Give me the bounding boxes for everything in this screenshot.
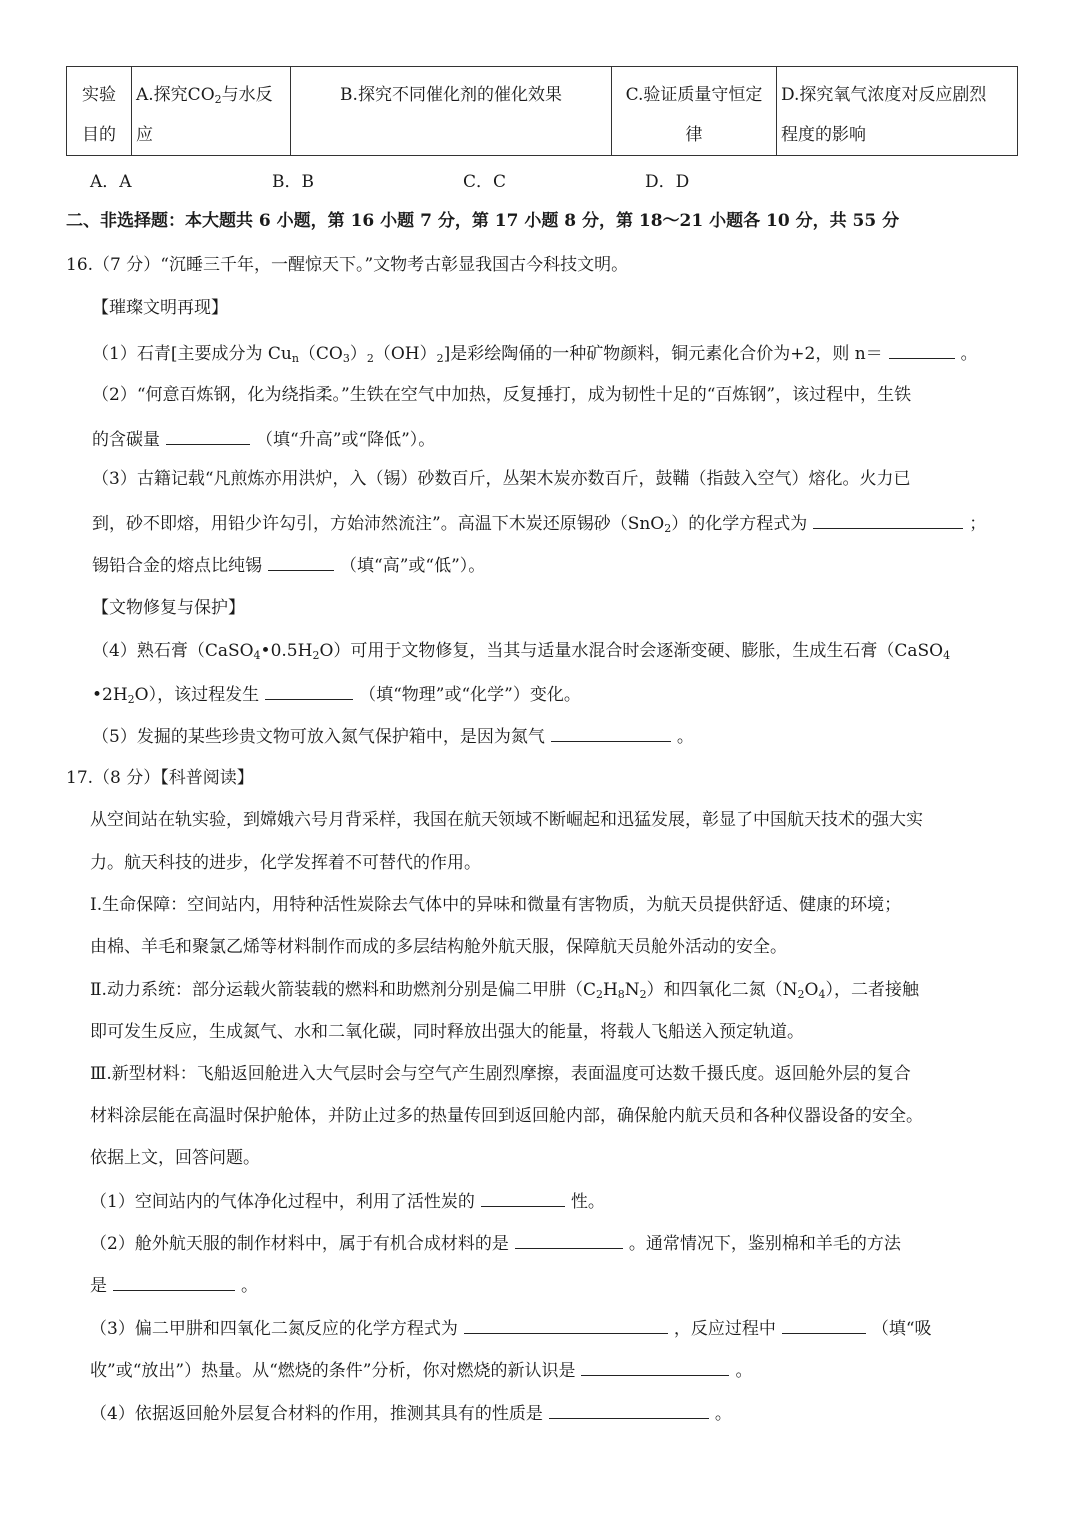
answer-blank[interactable] bbox=[481, 1188, 565, 1207]
q17-reading-7: Ⅲ.新型材料：飞船返回舱进入大气层时会与空气产生剧烈摩擦，表面温度可达数千摄氏度。返回舱外层的复合 bbox=[90, 1064, 911, 1084]
q16-part4-cont: $•2H_2O$），该过程发生 （填“物理”或“化学”）变化。 bbox=[92, 681, 581, 707]
q16-part5: （5）发掘的某些珍贵文物可放入氮气保护箱中，是因为氮气 。 bbox=[92, 723, 694, 749]
q17-part3-cont: 收”或“放出”）热量。从“燃烧的条件”分析，你对燃烧的新认识是 。 bbox=[90, 1357, 752, 1383]
q16-part2-cont: 的含碳量 （填“升高”或“降低”）。 bbox=[92, 426, 435, 452]
table-cell-a: A.探究$CO_2$与水反 应 bbox=[132, 67, 291, 156]
q17-reading-6: 即可发生反应，生成氮气、水和二氧化碳，同时释放出强大的能量，将载人飞船送入预定轨道。 bbox=[90, 1022, 804, 1042]
option-a: A．A bbox=[90, 172, 132, 192]
answer-blank[interactable] bbox=[581, 1357, 729, 1376]
q16-part2: （2）“何意百炼钢，化为绕指柔。”生铁在空气中加热，反复捶打，成为韧性十足的“百炼钢”，该过程中，生铁 bbox=[92, 385, 912, 405]
q17-reading-5: Ⅱ.动力系统：部分运载火箭装载的燃料和助燃剂分别是偏二甲肼$(C_2H_8N_2)$和四氧化二氮$(N_2O_4)$，二者接触 bbox=[90, 980, 919, 1001]
q16-subheading-2: 【文物修复与保护】 bbox=[92, 598, 245, 618]
q16-subheading-1: 【璀璨文明再现】 bbox=[92, 298, 228, 318]
option-d: D．D bbox=[645, 172, 690, 192]
q17-reading-2: 力。航天科技的进步，化学发挥着不可替代的作用。 bbox=[90, 853, 481, 873]
answer-blank[interactable] bbox=[549, 1400, 709, 1419]
answer-blank[interactable] bbox=[464, 1315, 668, 1334]
answer-blank[interactable] bbox=[551, 723, 671, 742]
q17-reading-4: 由棉、羊毛和聚氯乙烯等材料制作而成的多层结构舱外航天服，保障航天员舱外活动的安全。 bbox=[90, 937, 787, 957]
q17-reading-1: 从空间站在轨实验，到嫦娥六号月背采样，我国在航天领域不断崛起和迅猛发展，彰显了中国航天技术的强大实 bbox=[90, 810, 923, 830]
q17-reading-3: Ⅰ.生命保障：空间站内，用特种活性炭除去气体中的异味和微量有害物质，为航天员提供舒适、健康的环境； bbox=[90, 895, 902, 915]
q17-part3: （3）偏二甲肼和四氧化二氮反应的化学方程式为 ，反应过程中 （填“吸 bbox=[90, 1315, 932, 1341]
answer-blank[interactable] bbox=[166, 426, 250, 445]
option-b: B．B bbox=[272, 172, 314, 192]
q17-part2-cont: 是 。 bbox=[90, 1272, 258, 1298]
q17-reading-9: 依据上文，回答问题。 bbox=[90, 1148, 260, 1168]
q16-part3-cont2: 锡铅合金的熔点比纯锡 （填“高”或“低”）。 bbox=[92, 552, 485, 578]
table-cell-b: B.探究不同催化剂的催化效果 bbox=[291, 67, 612, 156]
answer-blank[interactable] bbox=[889, 340, 955, 359]
answer-blank[interactable] bbox=[782, 1315, 866, 1334]
q16-part1: （1）石青[主要成分为 $Cu_n(CO_3)_2(OH)_2$]是彩绘陶俑的一种矿物颜料，铜元素化合价为+2，则 n＝ 。 bbox=[92, 340, 978, 366]
answer-blank[interactable] bbox=[515, 1230, 623, 1249]
q17-stem: 17.（8 分）【科普阅读】 bbox=[66, 768, 254, 788]
q16-stem: 16.（7 分）“沉睡三千年，一醒惊天下。”文物考古彰显我国古今科技文明。 bbox=[66, 255, 629, 275]
q17-part1: （1）空间站内的气体净化过程中，利用了活性炭的 性。 bbox=[90, 1188, 605, 1214]
answer-blank[interactable] bbox=[268, 552, 334, 571]
q17-part4: （4）依据返回舱外层复合材料的作用，推测其具有的性质是 。 bbox=[90, 1400, 732, 1426]
answer-blank[interactable] bbox=[265, 681, 353, 700]
table-cell-d: D.探究氧气浓度对反应剧烈 程度的影响 bbox=[777, 67, 1018, 156]
table-cell-c: C.验证质量守恒定 律 bbox=[612, 67, 777, 156]
q16-part3-cont: 到，砂不即熔，用铅少许勾引，方始沛然流注”。高温下木炭还原锡砂（SnO$_2$）的化学方程式为 ； bbox=[92, 510, 986, 536]
answer-blank[interactable] bbox=[113, 1272, 235, 1291]
experiment-table bbox=[66, 66, 1018, 156]
section-heading: 二、非选择题：本大题共 6 小题，第 16 小题 7 分，第 17 小题 8 分，第 18～21 小题各 10 分，共 55 分 bbox=[66, 211, 900, 231]
q17-reading-8: 材料涂层能在高温时保护舱体，并防止过多的热量传回到返回舱内部，确保舱内航天员和各种仪器设备的安全。 bbox=[90, 1106, 923, 1126]
table-row bbox=[67, 67, 1018, 156]
q17-part2: （2）舱外航天服的制作材料中，属于有机合成材料的是 。通常情况下，鉴别棉和羊毛的方法 bbox=[90, 1230, 901, 1256]
q16-part4: （4）熟石膏$(CaSO_4•0.5H_2O)$可用于文物修复，当其与适量水混合时会逐渐变硬、膨胀，生成生石膏（CaSO$_4$ bbox=[92, 641, 951, 662]
table-header-cell: 实验 目的 bbox=[67, 67, 132, 156]
option-c: C．C bbox=[463, 172, 507, 192]
answer-blank[interactable] bbox=[813, 510, 963, 529]
q16-part3: （3）古籍记载“凡煎炼亦用洪炉，入（锡）砂数百斤，丛架木炭亦数百斤，鼓鞴（指鼓入空气）熔化。火力已 bbox=[92, 469, 911, 489]
